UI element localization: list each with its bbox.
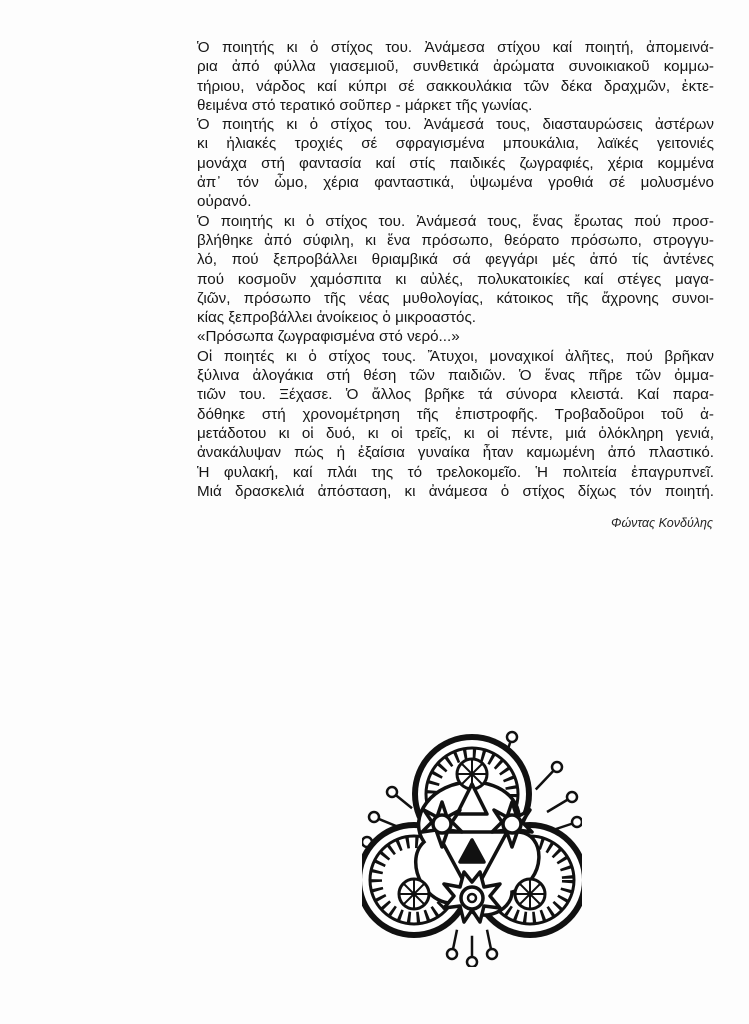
poem-line: Ὁ ποιητής κι ὁ στίχος του. Ἀνάμεσά τους, ἕνας ἔρωτας πού προσ-	[197, 212, 714, 230]
poem-text	[197, 38, 714, 501]
poem-line: ξύλινα ἀλογάκια στή θέση τῶν παιδιῶν. Ὁ ἕνας πῆρε τῶν ὀμμα-	[197, 367, 714, 385]
poem-line: Μιά δρασκελιά ἀπόσταση, κι ἀνάμεσα ὁ στίχος δίχως τόν ποιητή.	[197, 482, 714, 500]
poem-line: ἀπ᾿ τόν ὦμο, χέρια φανταστικά, ὑψωμένα γροθιά σέ μολυσμένο	[197, 174, 714, 192]
ornament-dot	[572, 817, 582, 827]
poem-line: ρια ἀπό φύλλα γιασεμιοῦ, συνθετικά ἀρώματα συνοικιακοῦ κομμω-	[197, 58, 714, 76]
author-signature: Φώντας Κονδύλης	[610, 516, 713, 530]
poem-line: «Πρόσωπα ζωγραφισμένα στό νερό...»	[197, 328, 460, 346]
poem-line: πού κοσμοῦν χαμόσπιτα κι αὐλές, πολυκατοικίες καί στέγες μαγα-	[197, 270, 714, 288]
poem-line: ἀνακάλυψαν πώς ἡ ἐξαίσια γυναίκα ἦταν καμωμένη ἀπό πλαστικό.	[197, 444, 714, 462]
ornament-dot	[447, 949, 457, 959]
ornament-dot	[507, 732, 517, 742]
poem-line: μετάδοτου κι οἱ δυό, κι οἱ τρεῖς, κι οἱ πέντε, μιά ὁλόκληρη γενιά,	[197, 424, 714, 442]
folk-ornament-icon	[362, 722, 582, 967]
poem-line: Ἡ φυλακή, καί πλάι της τό τρελοκομεῖο. Ἡ πολιτεία ἐπαγρυπνεῖ.	[197, 463, 714, 481]
poem-line: κι ἡλιακές τροχιές σέ σφραγισμένα μπουκάλια, λαϊκές γειτονιές	[197, 135, 714, 153]
poem-line: Ὁ ποιητής κι ὁ στίχος του. Ἀνάμεσά τους, διασταυρώσεις ἀστέρων	[197, 116, 714, 134]
poem-line: βλήθηκε ἀπό σύφιλη, κι ἕνα πρόσωπο, θεόρατο πρόσωπο, στρογγυ-	[197, 231, 714, 249]
ornament-dot	[387, 787, 397, 797]
ornament-dot	[467, 957, 477, 967]
ornament-dot	[567, 792, 577, 802]
poem-line: δόθηκε στή χρονομέτρηση τῆς ἐπιστροφῆς. Τροβαδοῦροι τοῦ ἀ-	[197, 405, 714, 423]
poem-line: Ὁ ποιητής κι ὁ στίχος του. Ἀνάμεσα στίχου καί ποιητή, ἀπομεινά-	[197, 39, 714, 56]
poem-line: μονάχα στή φαντασία καί στίς παιδικές ζωγραφιές, χέρια κομμένα	[197, 154, 714, 172]
poem-line: τήριου, νάρδος καί κύπρι σέ σακκουλάκια τῶν δέκα δραχμῶν, ἐκτε-	[197, 77, 714, 95]
ornament-dot	[487, 949, 497, 959]
poem-line: θειμένα στό τερατικό σοῦπερ - μάρκετ τῆς γωνίας.	[197, 96, 533, 114]
poem-line: τιῶν του. Ξέχασε. Ὁ ἄλλος βρῆκε τά σύνορα κλειστά. Καί παρα-	[197, 386, 714, 404]
ornament-dot	[369, 812, 379, 822]
ornament-dot	[552, 762, 562, 772]
poem-line: κίας ξεπροβάλλει ἀνοίκειος ὁ μικροαστός.	[197, 309, 477, 327]
poem-line: ζιῶν, πρόσωπο τῆς νέας μυθολογίας, κάτοικος τῆς ἄχρονης συνοι-	[197, 289, 714, 307]
poem-line: οὐρανό.	[197, 193, 252, 211]
poem-line: Οἱ ποιητές κι ὁ στίχος τους. Ἄτυχοι, μοναχικοί ἀλῆτες, πού βρῆκαν	[197, 347, 714, 365]
poem-line: λό, πού ξεπροβάλλει θριαμβικά σά φεγγάρι μές ἀπό τίς ἀντένες	[197, 251, 714, 269]
